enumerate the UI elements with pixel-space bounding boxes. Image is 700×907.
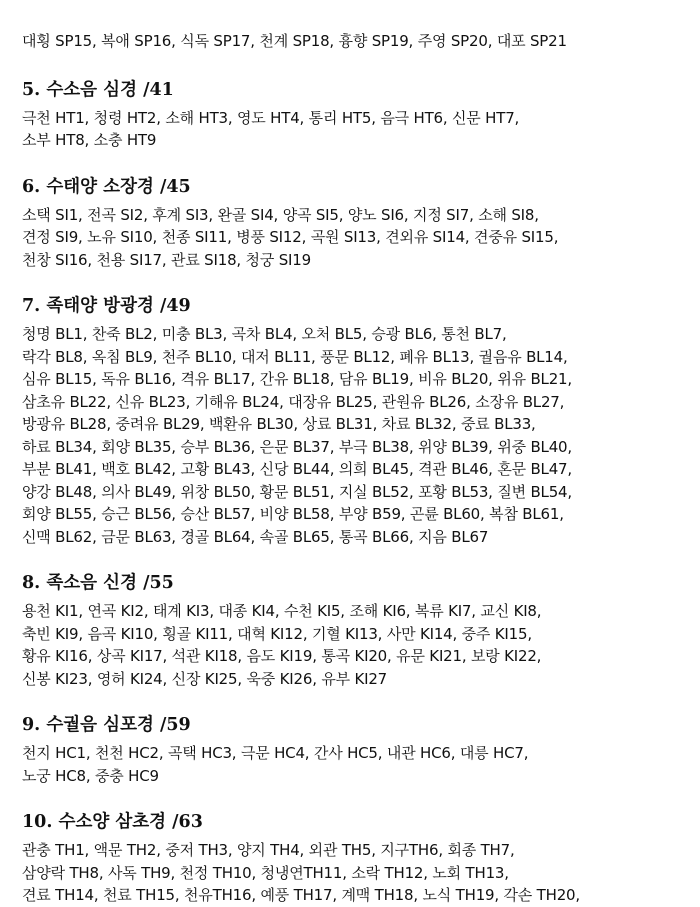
text-line: 축빈 KI9, 음곡 KI10, 횡골 KI11, 대혁 KI12, 기혈 KI13, 사만 KI14, 중주 KI15, (22, 624, 532, 643)
text-line: 대횡 SP15, 복애 SP16, 식독 SP17, 천계 SP18, 흉향 SP19, 주영 SP20, 대포 SP21 (22, 32, 567, 50)
text-line: 신맥 BL62, 금문 BL63, 경골 BL64, 속골 BL65, 통곡 BL66, 지음 BL67 (22, 527, 489, 546)
text-line: 신봉 KI23, 영허 KI24, 신장 KI25, 욱중 KI26, 유부 KI27 (22, 669, 388, 688)
section-heading: 6. 수태양 소장경 /45 (22, 176, 191, 197)
section-heading: 5. 수소음 심경 /41 (22, 79, 174, 100)
document-page (22, 30, 682, 907)
section-pericardium-meridian (22, 714, 682, 787)
text-line: 삼양락 TH8, 사독 TH9, 천정 TH10, 청냉연TH11, 소락 TH12, 노회 TH13, (22, 863, 509, 882)
intro-block (22, 30, 682, 53)
section-heading: 8. 족소음 신경 /55 (22, 573, 174, 593)
text-line: 견료 TH14, 천료 TH15, 천유TH16, 예풍 TH17, 계맥 TH18, 노식 TH19, 각손 TH20, (22, 886, 580, 904)
section-heading: 9. 수궐음 심포경 /59 (22, 715, 191, 735)
text-line: 하료 BL34, 회양 BL35, 승부 BL36, 은문 BL37, 부극 BL38, 위양 BL39, 위중 BL40, (22, 437, 572, 456)
text-line: 소택 SI1, 전곡 SI2, 후계 SI3, 완골 SI4, 양곡 SI5, 양노 SI6, 지정 SI7, 소해 SI8, (22, 205, 539, 224)
section-small-intestine-meridian (22, 176, 682, 272)
text-line: 황유 KI16, 상곡 KI17, 석관 KI18, 음도 KI19, 통곡 KI20, 유문 KI21, 보랑 KI22, (22, 647, 542, 665)
section-kidney-meridian (22, 572, 682, 690)
text-line: 삼초유 BL22, 신유 BL23, 기해유 BL24, 대장유 BL25, 관원유 BL26, 소장유 BL27, (22, 392, 565, 411)
text-line: 천창 SI16, 천용 SI17, 관료 SI18, 청궁 SI19 (22, 250, 311, 269)
text-line: 극천 HT1, 청령 HT2, 소해 HT3, 영도 HT4, 통리 HT5, 음극 HT6, 신문 HT7, (22, 108, 520, 127)
text-line: 천지 HC1, 천천 HC2, 곡택 HC3, 극문 HC4, 간사 HC5, 내관 HC6, 대릉 HC7, (22, 744, 529, 762)
text-line: 회양 BL55, 승근 BL56, 승산 BL57, 비양 BL58, 부양 B59, 곤륜 BL60, 복참 BL61, (22, 505, 564, 523)
text-line: 양강 BL48, 의사 BL49, 위창 BL50, 황문 BL51, 지실 BL52, 포황 BL53, 질변 BL54, (22, 482, 572, 501)
text-line: 방광유 BL28, 중려유 BL29, 백환유 BL30, 상료 BL31, 차료 BL32, 중료 BL33, (22, 415, 536, 433)
section-triple-burner-meridian (22, 811, 682, 907)
text-line: 노궁 HC8, 중충 HC9 (22, 766, 159, 785)
section-heading: 10. 수소양 삼초경 /63 (22, 812, 203, 832)
text-line: 견정 SI9, 노유 SI10, 천종 SI11, 병풍 SI12, 곡원 SI13, 견외유 SI14, 견중유 SI15, (22, 228, 559, 246)
text-line: 락각 BL8, 옥침 BL9, 천주 BL10, 대저 BL11, 풍문 BL12, 폐유 BL13, 궐음유 BL14, (22, 347, 568, 366)
text-line: 소부 HT8, 소충 HT9 (22, 131, 157, 149)
section-bladder-meridian (22, 295, 682, 548)
section-heart-meridian (22, 79, 682, 152)
text-line: 심유 BL15, 독유 BL16, 격유 BL17, 간유 BL18, 담유 BL19, 비유 BL20, 위유 BL21, (22, 370, 572, 388)
text-line: 청명 BL1, 찬죽 BL2, 미충 BL3, 곡차 BL4, 오처 BL5, 승광 BL6, 통천 BL7, (22, 325, 507, 343)
text-line: 관충 TH1, 액문 TH2, 중저 TH3, 양지 TH4, 외관 TH5, 지구TH6, 회종 TH7, (22, 841, 515, 859)
text-line: 부분 BL41, 백호 BL42, 고황 BL43, 신당 BL44, 의희 BL45, 격관 BL46, 혼문 BL47, (22, 460, 572, 478)
section-heading: 7. 족태양 방광경 /49 (22, 296, 191, 316)
text-line: 용천 KI1, 연곡 KI2, 태계 KI3, 대종 KI4, 수천 KI5, 조해 KI6, 복류 KI7, 교신 KI8, (22, 602, 542, 620)
